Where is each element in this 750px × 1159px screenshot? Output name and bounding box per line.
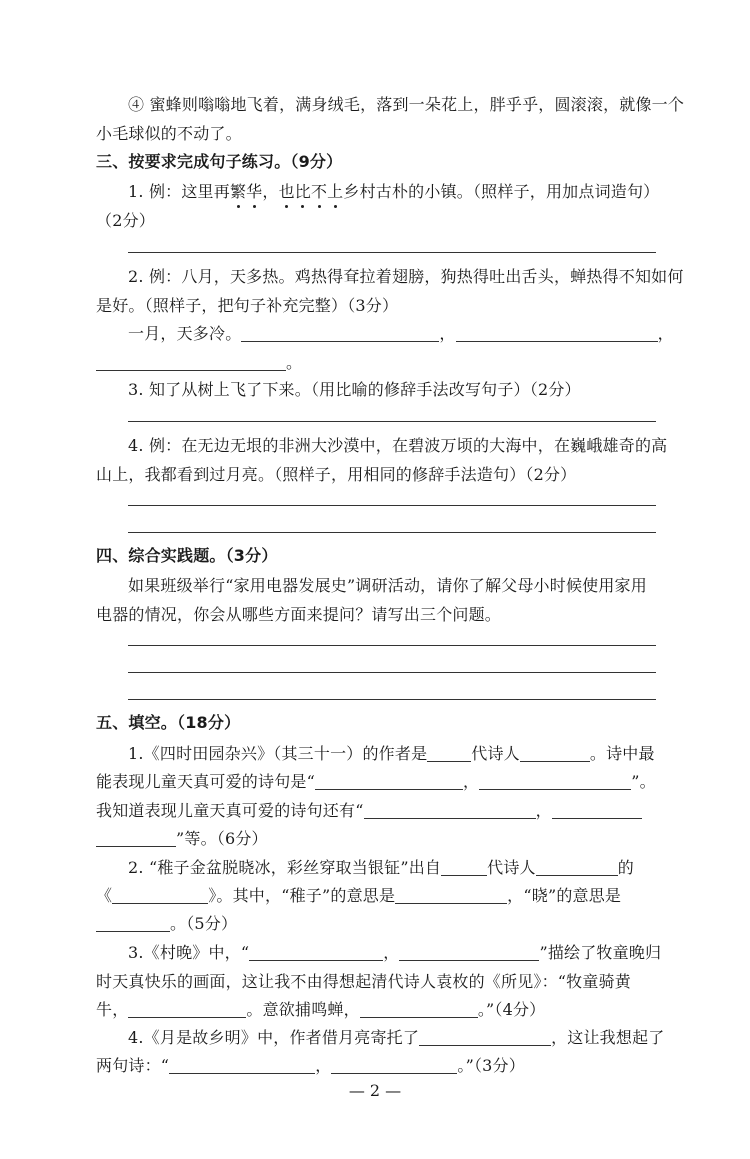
fill-blank[interactable] bbox=[128, 1002, 246, 1018]
s5-q2-text: 的 bbox=[617, 858, 634, 877]
s5-q4-text: 4.《月是故乡明》中，作者借月亮寄托了 bbox=[128, 1028, 420, 1047]
s5-q2-text: ，“晓”的意思是 bbox=[507, 886, 622, 905]
comma: ， bbox=[383, 943, 400, 962]
section-3-title: 三、按要求完成句子练习。（9分） bbox=[96, 152, 343, 171]
s5-q1-text: ”等。（6分） bbox=[176, 829, 268, 848]
fill-blank[interactable] bbox=[96, 355, 286, 371]
fill-blank[interactable] bbox=[360, 1002, 478, 1018]
dotted-char: 比 bbox=[294, 182, 311, 201]
s5-q3-text: 。”（4分） bbox=[477, 1000, 546, 1019]
fill-blank[interactable] bbox=[331, 1058, 457, 1074]
fill-blank[interactable] bbox=[249, 945, 383, 961]
s3-q2-prompt: 一月，天多冷。 bbox=[128, 324, 242, 343]
answer-line[interactable] bbox=[128, 532, 656, 533]
comma: ， bbox=[439, 324, 456, 343]
s5-q1-text: 能表现儿童天真可爱的诗句是“ bbox=[96, 772, 315, 791]
s5-q2-line-1 bbox=[128, 858, 688, 878]
s5-q2-line-3 bbox=[96, 914, 656, 934]
s5-q1-text: 。诗中最 bbox=[589, 744, 655, 763]
s5-q1-text: 我知道表现儿童天真可爱的诗句还有“ bbox=[96, 801, 364, 820]
fill-blank[interactable] bbox=[520, 746, 590, 762]
s5-q1-line-3 bbox=[96, 801, 656, 821]
section-5-title: 五、填空。（18分） bbox=[96, 713, 241, 732]
fill-blank[interactable] bbox=[169, 1058, 315, 1074]
s5-q2-line-2 bbox=[96, 886, 656, 906]
s5-q2-text: 》。其中，“稚子”的意思是 bbox=[208, 886, 396, 905]
fill-blank[interactable] bbox=[241, 326, 439, 342]
s3-q2-line-4 bbox=[96, 353, 656, 373]
s5-q3-text: ”描绘了牧童晚归 bbox=[539, 943, 662, 962]
sentence-4-line-1: ④ 蜜蜂则嗡嗡地飞着，满身绒毛，落到一朵花上，胖乎乎，圆滚滚，就像一个 bbox=[128, 95, 685, 114]
fill-blank[interactable] bbox=[427, 746, 471, 762]
answer-line[interactable] bbox=[128, 421, 656, 422]
comma: ， bbox=[657, 324, 674, 343]
s5-q1-text: ”。 bbox=[631, 772, 656, 791]
fill-blank[interactable] bbox=[536, 860, 618, 876]
s5-q1-line-4 bbox=[96, 829, 656, 849]
s5-q4-text: ，这让我想起了 bbox=[551, 1028, 665, 1047]
answer-line[interactable] bbox=[128, 699, 656, 700]
fill-blank[interactable] bbox=[364, 803, 536, 819]
period: 。 bbox=[286, 353, 303, 372]
answer-line[interactable] bbox=[128, 672, 656, 673]
section-4-title: 四、综合实践题。（3分） bbox=[96, 546, 278, 565]
fill-blank[interactable] bbox=[419, 1030, 551, 1046]
s5-q1-line-2 bbox=[96, 772, 656, 792]
fill-blank[interactable] bbox=[395, 888, 507, 904]
s3-q3: 3. 知了从树上飞了下来。（用比喻的修辞手法改写句子）（2分） bbox=[128, 380, 581, 399]
fill-blank[interactable] bbox=[552, 803, 642, 819]
s3-q2-line-2: 是好。（照样子，把句子补充完整）（3分） bbox=[96, 296, 399, 315]
dotted-char: 也 bbox=[278, 182, 295, 201]
answer-line[interactable] bbox=[128, 252, 656, 253]
s3-q1-text-end: 乡村古朴的小镇。（照样子，用加点词造句） bbox=[343, 182, 660, 201]
comma: ， bbox=[535, 801, 552, 820]
s3-q1-text-start: 1. 例：这里再 bbox=[128, 182, 230, 201]
s5-q1-text: 代诗人 bbox=[471, 744, 520, 763]
fill-blank[interactable] bbox=[315, 774, 463, 790]
s5-q2-text: 2. “稚子金盆脱晓冰，彩丝穿取当银钲”出自 bbox=[128, 858, 442, 877]
fill-blank[interactable] bbox=[96, 916, 170, 932]
s3-q2-line-1: 2. 例：八月，天多热。鸡热得耷拉着翅膀，狗热得吐出舌头，蝉热得不知如何 bbox=[128, 267, 684, 286]
answer-line[interactable] bbox=[128, 505, 656, 506]
fill-blank[interactable] bbox=[399, 945, 539, 961]
s4-line-1: 如果班级举行“家用电器发展史”调研活动，请你了解父母小时候使用家用 bbox=[128, 576, 647, 595]
comma: ， bbox=[315, 1056, 332, 1075]
comma: ， bbox=[462, 772, 480, 791]
s5-q3-text: 牛， bbox=[96, 1000, 129, 1019]
s5-q3-text: 3.《村晚》中，“ bbox=[128, 943, 250, 962]
s5-q1-text: 1.《四时田园杂兴》（其三十一）的作者是 bbox=[128, 744, 428, 763]
fill-blank[interactable] bbox=[96, 831, 176, 847]
s3-q1-line-1 bbox=[128, 182, 688, 202]
s5-q3-line-3 bbox=[96, 1000, 656, 1020]
s3-q1-points: （2分） bbox=[96, 211, 155, 230]
s5-q3-line-1 bbox=[128, 943, 688, 963]
s5-q4-line-1 bbox=[128, 1028, 688, 1048]
s5-q2-text: 。（5分） bbox=[170, 914, 238, 933]
s5-q3-line-2: 时天真快乐的画面，这让我不由得想起清代诗人袁枚的《所见》：“牧童骑黄 bbox=[96, 972, 631, 991]
s5-q2-text: 《 bbox=[96, 886, 113, 905]
s5-q2-text: 代诗人 bbox=[487, 858, 536, 877]
s3-q4-line-1: 4. 例：在无边无垠的非洲大沙漠中，在碧波万顷的大海中，在巍峨雄奇的高 bbox=[128, 436, 668, 455]
answer-line[interactable] bbox=[128, 645, 656, 646]
sentence-4-line-2: 小毛球似的不动了。 bbox=[96, 124, 242, 143]
page-number: — 2 — bbox=[348, 1081, 402, 1100]
s3-q1-comma: ， bbox=[262, 182, 279, 201]
s3-q4-line-2: 山上，我都看到过月亮。（照样子，用相同的修辞手法造句）（2分） bbox=[96, 465, 577, 484]
s4-line-2: 电器的情况，你会从哪些方面来提问？请写出三个问题。 bbox=[96, 605, 502, 624]
s5-q4-text: 两句诗：“ bbox=[96, 1056, 170, 1075]
s5-q4-line-2 bbox=[96, 1056, 656, 1076]
dotted-char: 繁 bbox=[229, 182, 247, 201]
dotted-char: 华 bbox=[246, 182, 263, 201]
fill-blank[interactable] bbox=[112, 888, 208, 904]
dotted-char: 不 bbox=[310, 182, 328, 201]
s5-q3-text: 。意欲捕鸣蝉， bbox=[246, 1000, 360, 1019]
dotted-char: 上 bbox=[327, 182, 344, 201]
fill-blank[interactable] bbox=[441, 860, 487, 876]
fill-blank[interactable] bbox=[456, 326, 658, 342]
s5-q1-line-1 bbox=[128, 744, 688, 764]
s5-q4-text: 。”（3分） bbox=[457, 1056, 525, 1075]
s3-q2-line-3 bbox=[128, 324, 688, 344]
fill-blank[interactable] bbox=[479, 774, 631, 790]
